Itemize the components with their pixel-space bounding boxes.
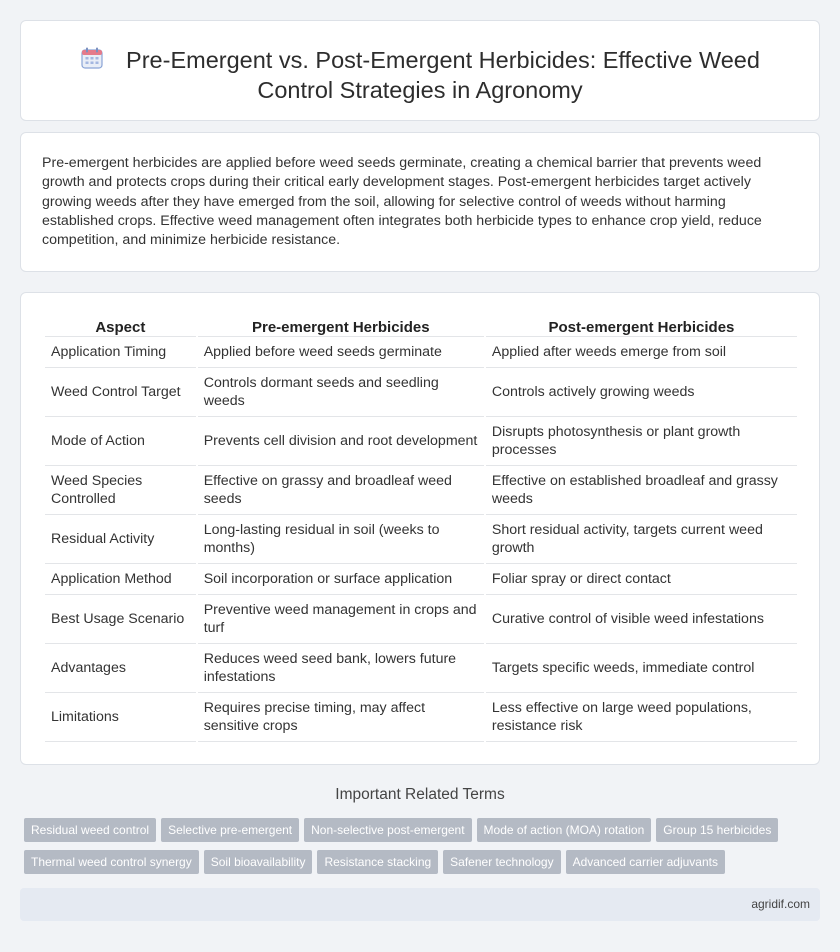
- table-cell: Weed Species Controlled: [45, 466, 196, 515]
- table-cell: Controls dormant seeds and seedling weeds: [198, 368, 484, 417]
- table-row: [45, 417, 797, 466]
- table-cell: Preventive weed management in crops and turf: [198, 595, 484, 644]
- title-card: [20, 20, 820, 121]
- table-row: [45, 644, 797, 693]
- table-cell: Limitations: [45, 693, 196, 742]
- table-cell: Applied before weed seeds germinate: [198, 337, 484, 368]
- column-header: Post-emergent Herbicides: [486, 317, 797, 337]
- related-term-tag[interactable]: Residual weed control: [24, 818, 156, 842]
- table-cell: Application Timing: [45, 337, 196, 368]
- page-title-text: Pre-Emergent vs. Post-Emergent Herbicides: Effective Weed Control Strategies in Agronomy: [126, 47, 760, 103]
- table-row: [45, 693, 797, 742]
- table-cell: Controls actively growing weeds: [486, 368, 797, 417]
- table-row: [45, 564, 797, 595]
- table-cell: Requires precise timing, may affect sensitive crops: [198, 693, 484, 742]
- related-terms-row: [24, 818, 824, 842]
- table-cell: Less effective on large weed populations, resistance risk: [486, 693, 797, 742]
- related-terms-heading: Important Related Terms: [335, 786, 505, 803]
- table-cell: Targets specific weeds, immediate control: [486, 644, 797, 693]
- related-terms-row: [24, 850, 824, 874]
- related-term-tag[interactable]: Group 15 herbicides: [656, 818, 778, 842]
- calendar-icon: [80, 46, 104, 70]
- related-term-tag[interactable]: Resistance stacking: [317, 850, 438, 874]
- table-row: [45, 466, 797, 515]
- table-cell: Application Method: [45, 564, 196, 595]
- intro-card: [20, 132, 820, 272]
- page-title: [51, 45, 789, 105]
- related-term-tag[interactable]: Thermal weed control synergy: [24, 850, 199, 874]
- table-cell: Advantages: [45, 644, 196, 693]
- table-header-row: [45, 317, 797, 337]
- table-cell: Disrupts photosynthesis or plant growth processes: [486, 417, 797, 466]
- table-cell: Effective on established broadleaf and grassy weeds: [486, 466, 797, 515]
- footer-site-link[interactable]: agridif.com: [751, 897, 810, 911]
- table-cell: Prevents cell division and root development: [198, 417, 484, 466]
- column-header: Pre-emergent Herbicides: [198, 317, 484, 337]
- related-term-tag[interactable]: Selective pre-emergent: [161, 818, 299, 842]
- comparison-table: [43, 317, 799, 742]
- table-row: [45, 368, 797, 417]
- table-cell: Mode of Action: [45, 417, 196, 466]
- table-cell: Curative control of visible weed infestations: [486, 595, 797, 644]
- table-cell: Short residual activity, targets current weed growth: [486, 515, 797, 564]
- related-term-tag[interactable]: Mode of action (MOA) rotation: [477, 818, 652, 842]
- table-row: [45, 595, 797, 644]
- related-term-tag[interactable]: Advanced carrier adjuvants: [566, 850, 725, 874]
- table-cell: Best Usage Scenario: [45, 595, 196, 644]
- table-cell: Effective on grassy and broadleaf weed seeds: [198, 466, 484, 515]
- table-cell: Soil incorporation or surface application: [198, 564, 484, 595]
- related-term-tag[interactable]: Non-selective post-emergent: [304, 818, 471, 842]
- footer-bar: [20, 888, 820, 921]
- table-cell: Weed Control Target: [45, 368, 196, 417]
- intro-paragraph: Pre-emergent herbicides are applied before weed seeds germinate, creating a chemical barrier that prevents weed growth and protects crops during their critical early development stages. Post-emergent herbicides target actively growing weeds after they have emerged from the soil, allowing for selective control of weeds without harming established crops. Effective weed management often integrates both herbicide types to enhance crop yield, reduce competition, and minimize herbicide resistance.: [42, 155, 762, 249]
- column-header: Aspect: [45, 317, 196, 337]
- table-cell: Residual Activity: [45, 515, 196, 564]
- table-cell: Foliar spray or direct contact: [486, 564, 797, 595]
- table-row: [45, 515, 797, 564]
- table-row: [45, 337, 797, 368]
- related-term-tag[interactable]: Safener technology: [443, 850, 560, 874]
- table-cell: Applied after weeds emerge from soil: [486, 337, 797, 368]
- related-term-tag[interactable]: Soil bioavailability: [204, 850, 313, 874]
- table-cell: Reduces weed seed bank, lowers future infestations: [198, 644, 484, 693]
- table-cell: Long-lasting residual in soil (weeks to months): [198, 515, 484, 564]
- comparison-table-card: [20, 292, 820, 765]
